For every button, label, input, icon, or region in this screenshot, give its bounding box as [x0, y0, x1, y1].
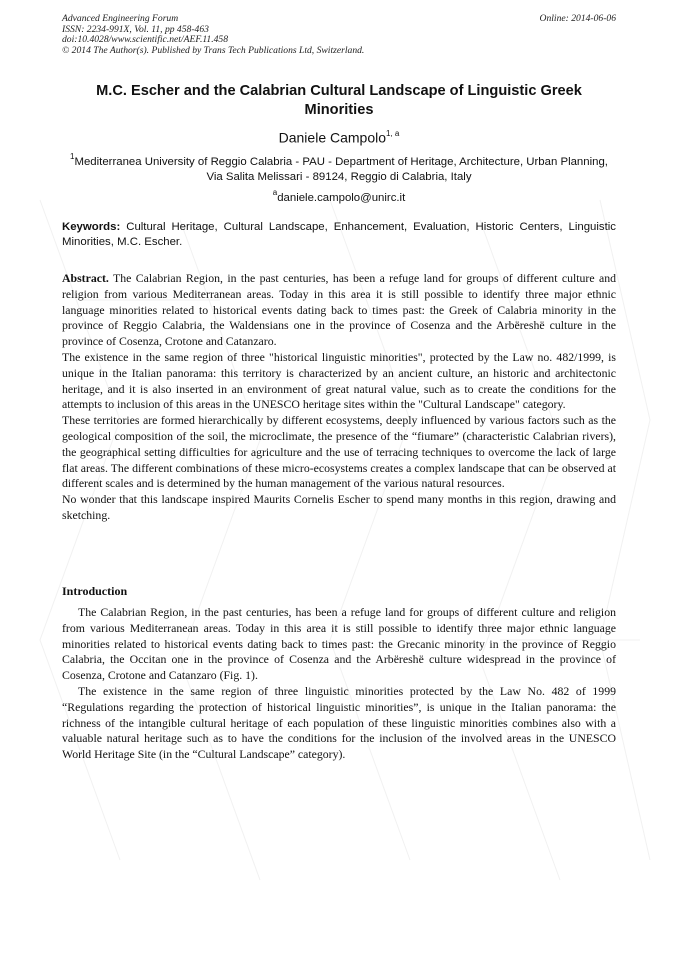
abstract-label: Abstract.	[62, 271, 109, 285]
author-name: Daniele Campolo	[278, 129, 387, 146]
abstract-paragraph: The existence in the same region of three "historical linguistic minorities", protected by the Law no. 482/1999, is unique in the Italian panorama: this territory is characterized by an ancient culture, an historic and architectonic heritage, and it is also inserted in an environment of great natural value, such as to create the conditions for the attempts to inclusion of this areas in the UNESCO heritage sites within the "Cultural Landscape" category.	[62, 349, 616, 412]
keywords	[62, 220, 616, 250]
affiliation-sup: 1	[70, 152, 75, 161]
abstract-paragraph: Abstract. The Calabrian Region, in the past centuries, has been a refuge land for groups of different culture and religion from various Mediterranean areas. Today in this area it is still possible to identify three major ethnic language minorities related to historical events dating back to times past: the Greek of Calabria minority in the province of Reggio Calabria, the Waldensians one in the province of Cosenza and the Arbëreshë culture in the province of Cosenza, Crotone and Catanzaro.	[62, 271, 616, 349]
journal-copyright: © 2014 The Author(s). Published by Trans Tech Publications Ltd, Switzerland.	[62, 44, 365, 56]
introduction-paragraph: The Calabrian Region, in the past centuries, has been a refuge land for groups of different culture and religion from various Mediterranean areas. Today in this area it is still possible to identify three major ethnic language minorities related to historical events dating back to times past: the Grecanic minority in the province of Reggio Calabria, the Occitan one in the province of Cosenza and the Arbëreshë culture widespread in the province of Cosenza, Crotone and Catanzaro (Fig. 1).	[62, 605, 616, 683]
affiliation	[62, 150, 616, 185]
journal-header	[62, 14, 616, 56]
journal-issn: ISSN: 2234-991X, Vol. 11, pp 458-463	[62, 23, 209, 35]
email-line	[62, 186, 616, 206]
email-address[interactable]: daniele.campolo@unirc.it	[277, 191, 406, 204]
abstract	[62, 271, 616, 524]
journal-doi: doi:10.4028/www.scientific.net/AEF.11.458	[62, 34, 229, 46]
keywords-label: Keywords:	[62, 221, 121, 233]
introduction-body	[62, 605, 616, 763]
abstract-paragraph: These territories are formed hierarchically by different ecosystems, deeply influenced by various factors such as the geological composition of the soil, the microclimate, the presence of the “fiumare” (characteristic Calabrian rivers), the geographical setting difficulties for agriculture and the use of terracing techniques to overcome the lack of large flat areas. The different combinations of these micro-ecosystems creates a complex landscape that can be observed at different scales and is determined by the human management of the various natural resources.	[62, 413, 616, 491]
section-heading-introduction: Introduction	[62, 584, 128, 598]
affiliation-text: Mediterranea University of Reggio Calabria - PAU - Department of Heritage, Architecture, Urban Planning, Via Salita Melissari - 89124, Reggio di Calabria, Italy	[74, 155, 608, 183]
author-sup: 1, a	[386, 129, 400, 138]
email-sup: a	[272, 188, 278, 197]
paper-title: M.C. Escher and the Calabrian Cultural Landscape of Linguistic Greek Minorities	[96, 83, 582, 118]
introduction-paragraph: The existence in the same region of three linguistic minorities protected by the Law No. 482 of 1999 “Regulations regarding the protection of historical linguistic minorities”, is unique in the Italian panorama: the richness of the intangible cultural heritage of each population of these linguistic minorities combines also with a valuable natural heritage such as to have the conditions for the inclusion of the involved areas in the UNESCO World Heritage Site (in the “Cultural Landscape” category).	[62, 683, 616, 762]
abstract-paragraph: No wonder that this landscape inspired Maurits Cornelis Escher to spend many months in this region, drawing and sketching.	[62, 492, 616, 522]
journal-name: Advanced Engineering Forum	[62, 13, 179, 24]
online-date: Online: 2014-06-06	[539, 13, 616, 24]
author-line	[62, 126, 616, 147]
keywords-text: Cultural Heritage, Cultural Landscape, Enhancement, Evaluation, Historic Centers, Linguistic Minorities, M.C. Escher.	[62, 221, 616, 248]
